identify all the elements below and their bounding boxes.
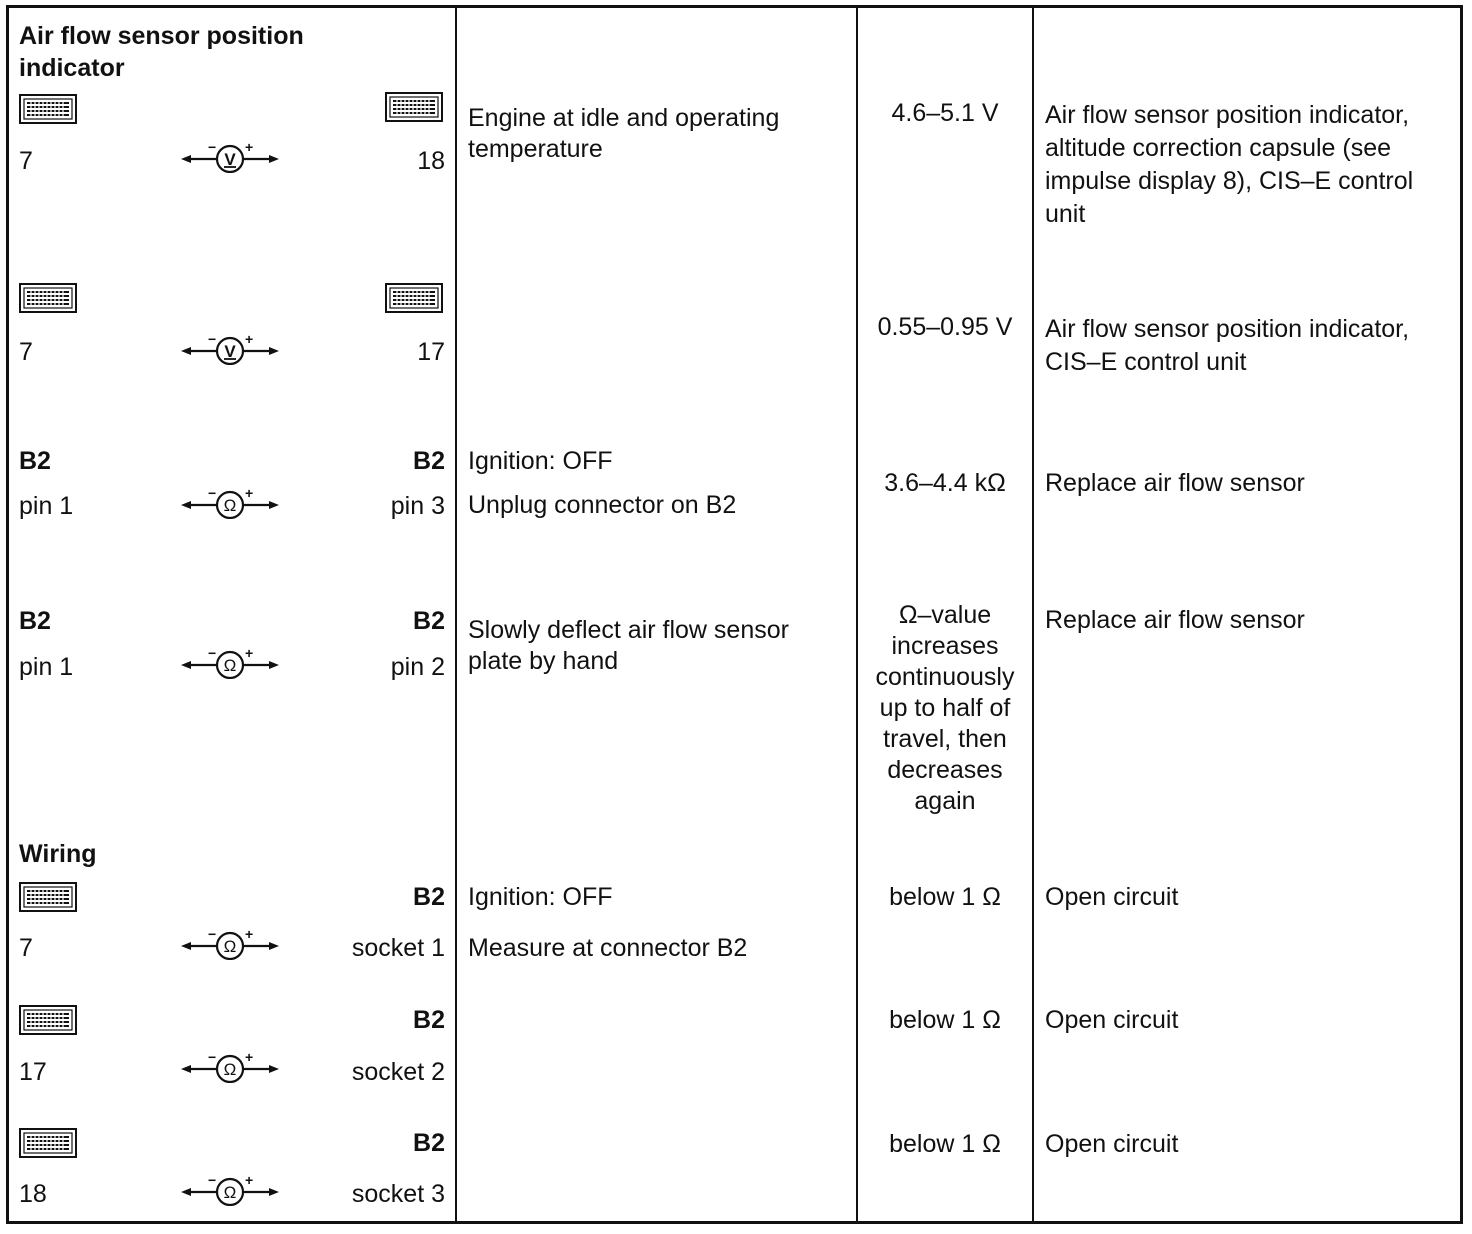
component-label: B2 (413, 883, 445, 911)
test-point-left: 7 (19, 147, 33, 175)
ohmmeter-icon (181, 1176, 279, 1206)
connector-icon (385, 92, 443, 122)
section-title-air-flow: Air flow sensor position indicator (19, 22, 304, 82)
test-condition: Ignition: OFF (468, 447, 613, 475)
test-condition: Engine at idle and operating temperature (468, 104, 780, 163)
test-point-right: socket 3 (351, 1180, 445, 1208)
component-label: B2 (413, 447, 445, 475)
test-point-right: socket 2 (351, 1058, 445, 1086)
remedy: Open circuit (1045, 1130, 1179, 1158)
test-point-right: 17 (417, 338, 445, 366)
connector-icon (19, 94, 77, 124)
test-condition: Unplug connector on B2 (468, 491, 737, 519)
test-point-left: pin 1 (19, 492, 74, 520)
component-label: B2 (413, 607, 445, 635)
nominal-value: below 1 Ω (889, 1130, 1001, 1158)
ohmmeter-icon (181, 649, 279, 679)
component-label: B2 (413, 1129, 445, 1157)
remedy: Replace air flow sensor (1045, 469, 1305, 497)
component-label: B2 (19, 607, 51, 635)
section-title-wiring: Wiring (19, 840, 97, 868)
component-label: B2 (413, 1006, 445, 1034)
nominal-value: below 1 Ω (889, 1006, 1001, 1034)
test-condition: Slowly deflect air flow sensor plate by hand (468, 616, 789, 675)
connector-icon (19, 1128, 77, 1158)
connector-icon (385, 283, 443, 313)
connector-icon (19, 882, 77, 912)
ohmmeter-icon (181, 930, 279, 960)
column-divider (455, 5, 457, 1224)
column-divider (1032, 5, 1034, 1224)
voltmeter-icon (181, 143, 279, 173)
test-point-left: 17 (19, 1058, 47, 1086)
column-divider (856, 5, 858, 1224)
voltmeter-icon (181, 335, 279, 365)
remedy: Replace air flow sensor (1045, 606, 1305, 634)
test-point-left: 7 (19, 934, 33, 962)
test-point-right: pin 2 (390, 653, 445, 681)
test-point-right: pin 3 (390, 492, 445, 520)
nominal-value: 4.6–5.1 V (891, 99, 999, 127)
remedy: Air flow sensor position indicator, CIS–E control unit (1045, 315, 1410, 376)
test-condition: Measure at connector B2 (468, 934, 748, 962)
test-point-left: 7 (19, 338, 33, 366)
ohmmeter-icon (181, 1053, 279, 1083)
ohmmeter-icon (181, 489, 279, 519)
nominal-value: Ω–value increases continuously up to half of travel, then decreases again (875, 601, 1015, 815)
connector-icon (19, 1005, 77, 1035)
nominal-value: 3.6–4.4 kΩ (884, 469, 1006, 497)
test-point-right: 18 (417, 147, 445, 175)
remedy: Open circuit (1045, 883, 1179, 911)
test-point-right: socket 1 (351, 934, 445, 962)
test-condition: Ignition: OFF (468, 883, 613, 911)
connector-icon (19, 283, 77, 313)
remedy: Air flow sensor position indicator, altitude correction capsule (see impulse display 8), CIS–E control unit (1045, 101, 1414, 228)
test-point-left: 18 (19, 1180, 47, 1208)
nominal-value: below 1 Ω (889, 883, 1001, 911)
component-label: B2 (19, 447, 51, 475)
test-point-left: pin 1 (19, 653, 74, 681)
nominal-value: 0.55–0.95 V (877, 313, 1013, 341)
remedy: Open circuit (1045, 1006, 1179, 1034)
